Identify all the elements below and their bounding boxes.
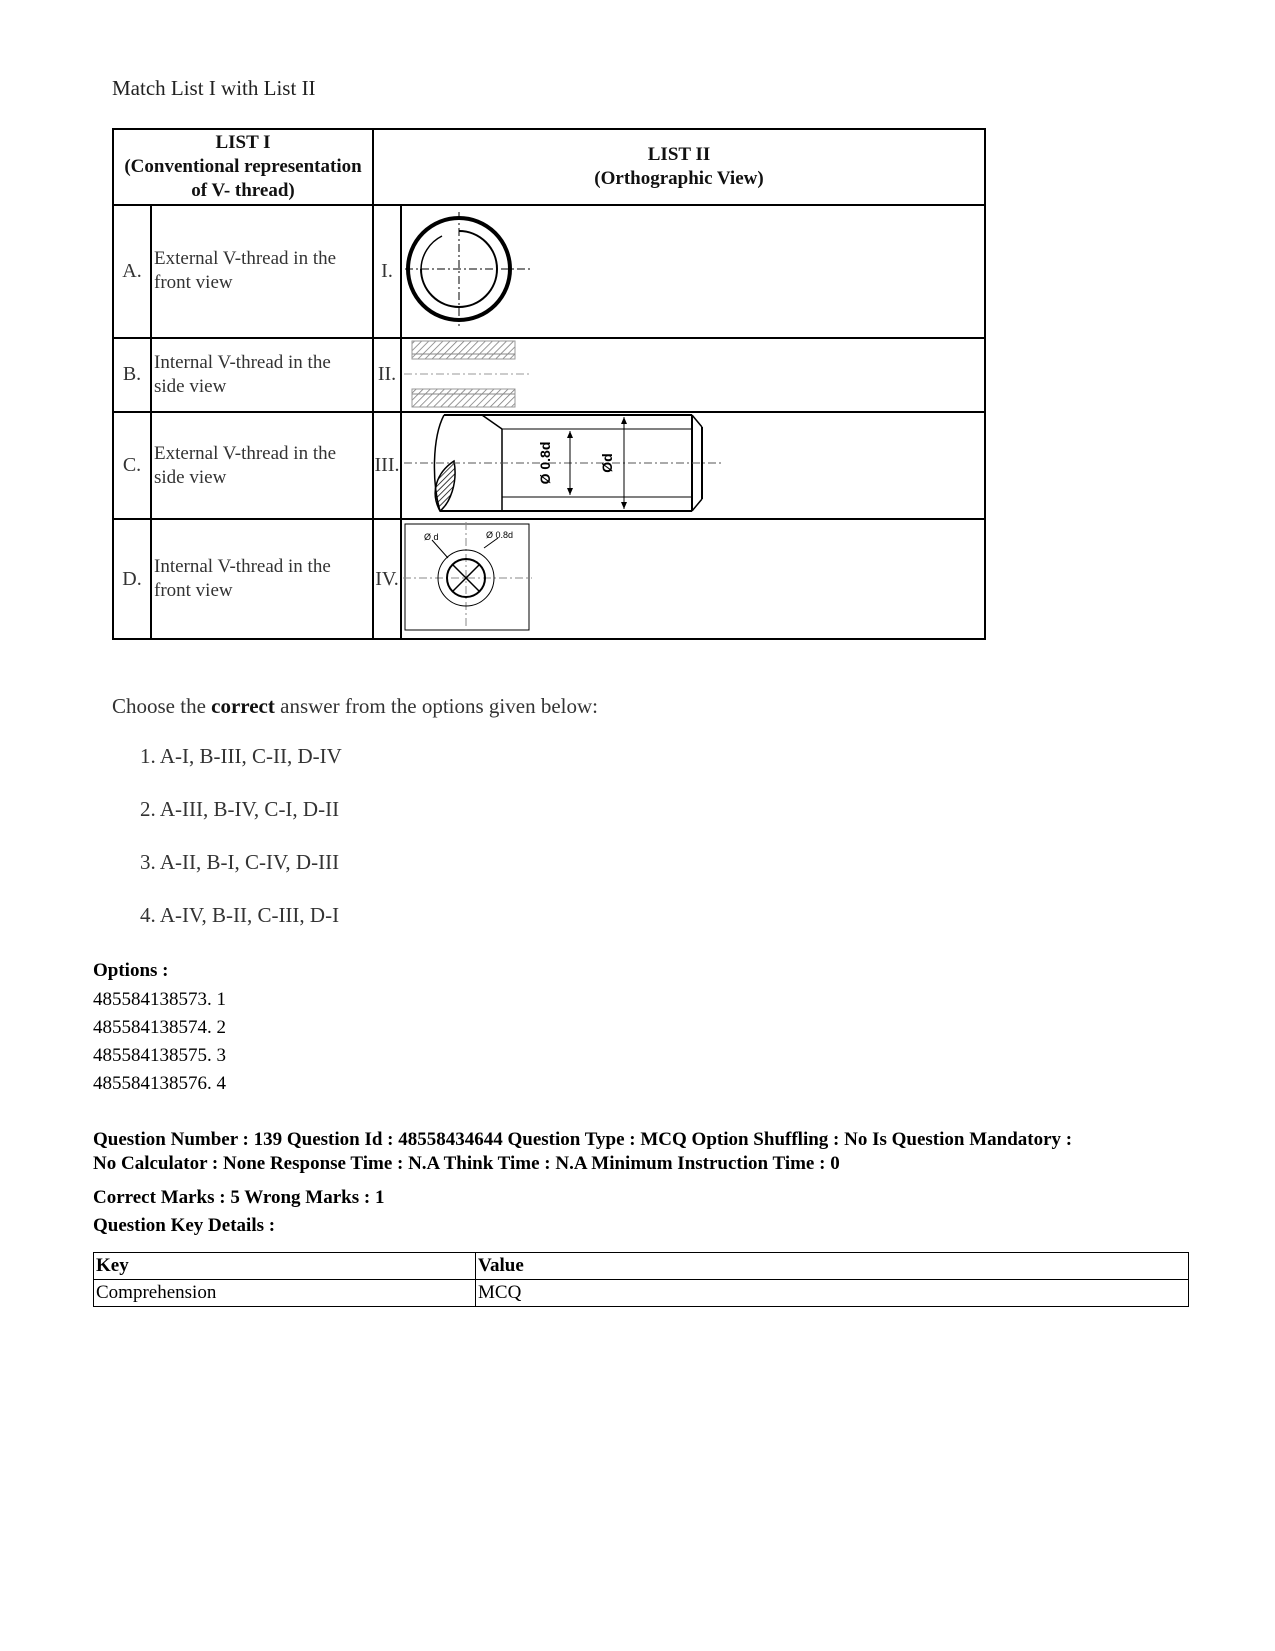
list2-header: LIST II (Orthographic View) xyxy=(373,129,985,205)
table-row xyxy=(113,412,985,519)
list1-header: LIST I (Conventional representation of V- thread) xyxy=(113,129,373,205)
figure-iii xyxy=(401,412,985,519)
row-roman: I. xyxy=(373,205,401,337)
row-roman: II. xyxy=(373,338,401,412)
key-details-table xyxy=(93,1252,1189,1307)
table-row xyxy=(94,1280,1189,1307)
option-item: 485584138575. 3 xyxy=(93,1045,226,1066)
option-item: 485584138574. 2 xyxy=(93,1017,226,1038)
row-letter: A. xyxy=(113,205,151,337)
question-meta: Question Number : 139 Question Id : 48558434644 Question Type : MCQ Option Shuffling : No Is Question Mandatory : No Calculator : None Response Time : N.A Think Time : N.A Minimum Instruction Time : 0 xyxy=(93,1129,1073,1174)
row-description: Internal V-thread in the front view xyxy=(151,519,373,639)
option-item: 485584138573. 1 xyxy=(93,989,226,1010)
figure-iii-dimension-label: Ø 0.8d xyxy=(537,441,554,485)
choice-1: 1. A-I, B-III, C-II, D-IV xyxy=(140,744,342,768)
row-description: External V-thread in the front view xyxy=(151,205,373,337)
question-title: Match List I with List II xyxy=(112,76,316,100)
row-letter: D. xyxy=(113,519,151,639)
key-cell: Comprehension xyxy=(94,1280,476,1307)
answer-prompt: Choose the correct answer from the options given below: xyxy=(112,694,598,718)
row-description: External V-thread in the side view xyxy=(151,412,373,519)
table-row xyxy=(113,519,985,639)
row-letter: B. xyxy=(113,338,151,412)
row-description: Internal V-thread in the side view xyxy=(151,338,373,412)
key-header: Key xyxy=(94,1253,476,1280)
choice-2: 2. A-III, B-IV, C-I, D-II xyxy=(140,797,340,821)
value-header: Value xyxy=(476,1253,1189,1280)
key-details-heading: Question Key Details : xyxy=(93,1215,276,1236)
figure-iii-dimension-label: Ød xyxy=(599,453,616,473)
table-row xyxy=(113,338,985,412)
option-item: 485584138576. 4 xyxy=(93,1073,226,1094)
figure-ii xyxy=(401,338,985,412)
figure-iv xyxy=(401,519,985,639)
row-roman: IV. xyxy=(373,519,401,639)
table-row xyxy=(113,205,985,337)
match-table xyxy=(112,128,986,640)
choice-4: 4. A-IV, B-II, C-III, D-I xyxy=(140,903,340,927)
row-roman: III. xyxy=(373,412,401,519)
figure-iv-dimension-label: Ø 0.8d xyxy=(486,530,514,541)
figure-i xyxy=(401,205,985,337)
marks-line: Correct Marks : 5 Wrong Marks : 1 xyxy=(93,1187,385,1208)
table-row xyxy=(94,1253,1189,1280)
row-letter: C. xyxy=(113,412,151,519)
choice-3: 3. A-II, B-I, C-IV, D-III xyxy=(140,850,340,874)
options-heading: Options : xyxy=(93,960,169,981)
figure-iv-dimension-label: Ø d xyxy=(424,532,439,543)
value-cell: MCQ xyxy=(476,1280,1189,1307)
